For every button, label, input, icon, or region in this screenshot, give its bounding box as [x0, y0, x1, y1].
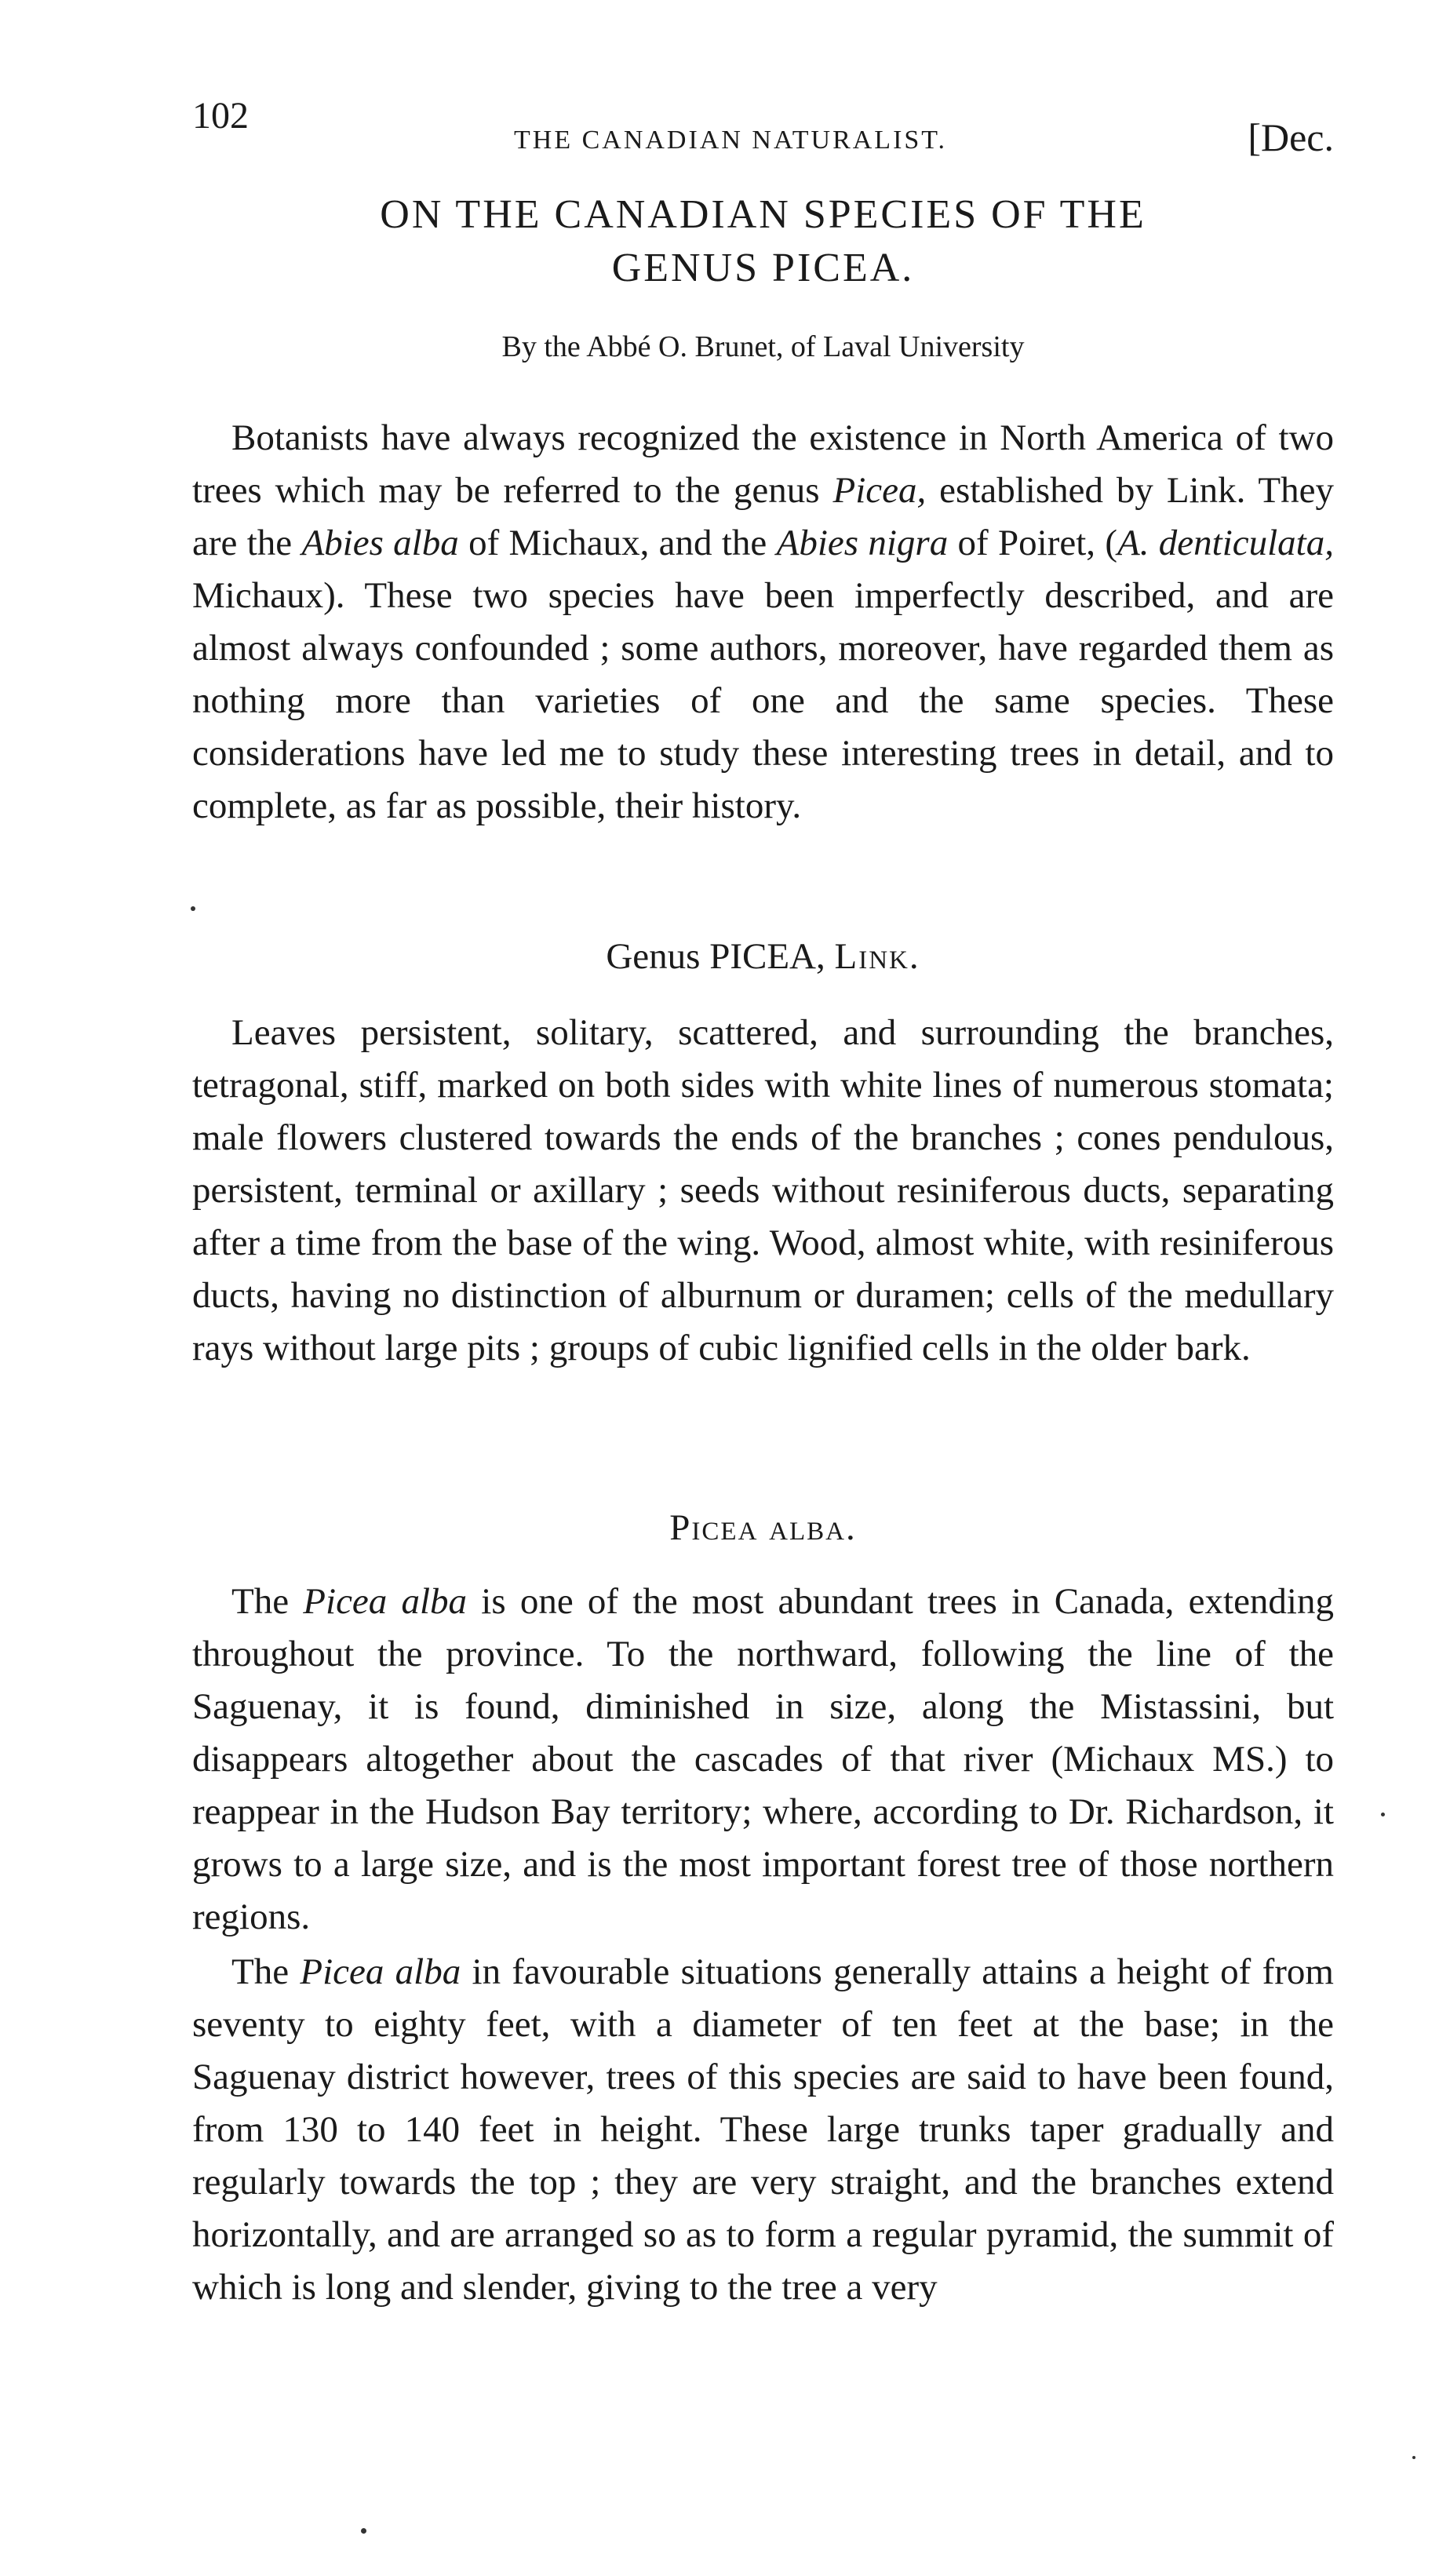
- alba-p1-text-2: is one of the most abundant trees in Canada, extending throughout the province. To the northward, following the line of the Saguenay, it is found, diminished in size, along the Mistassini, but disappears altogether about the cascades of that river (Michaux MS.) to reappear in the Hudson Bay territory; where, according to Dr. Richardson, it grows to a large size, and is the most important forest tree of those northern regions.: [192, 1581, 1334, 1937]
- intro-denticulata-italic: A. denticulata,: [1117, 523, 1334, 563]
- alba-p1-text-1: The: [231, 1581, 304, 1622]
- genus-heading-text: Genus PICEA,: [606, 936, 835, 977]
- intro-abies-nigra-italic: Abies nigra: [776, 523, 949, 563]
- intro-text-2: established by Link. They are the: [192, 470, 1335, 563]
- article-title: [192, 188, 1334, 295]
- scan-speck: [191, 906, 195, 911]
- picea-alba-paragraph-2: [192, 1946, 1334, 2314]
- picea-alba-paragraph-1: [192, 1576, 1334, 1944]
- alba-p2-italic: Picea alba: [300, 1951, 461, 1992]
- intro-text-4: of Poiret, (: [948, 523, 1117, 563]
- intro-abies-alba-italic: Abies alba: [301, 523, 459, 563]
- alba-p1-italic: Picea alba: [303, 1581, 468, 1622]
- running-title: THE CANADIAN NATURALIST.: [514, 126, 948, 155]
- intro-text-5: Michaux). These two species have been imperfectly described, and are almost always confounded ; some authors, moreover, have regarded them as nothing more than varieties of one and the same species. These considerations have led me to study these interesting trees in detail, and to complete, as far as possible, their history.: [192, 575, 1334, 826]
- picea-alba-heading: Picea alba.: [669, 1507, 857, 1548]
- intro-text-3: of Michaux, and the: [458, 523, 777, 563]
- byline: By the Abbé O. Brunet, of Laval University: [501, 330, 1025, 363]
- scan-speck: [1412, 2456, 1415, 2459]
- scan-speck: [361, 2528, 366, 2534]
- genus-description: Leaves persistent, solitary, scattered, and surrounding the branches, tetragonal, stiff, marked on both sides with white lines of numerous stomata; male flowers clustered towards the ends of the branches ; cones pendulous, persistent, terminal or axillary ; seeds without resiniferous ducts, separating after a time from the base of the wing. Wood, almost white, with resiniferous ducts, having no distinction of alburnum or duramen; cells of the medullary rays without large pits ; groups of cubic lignified cells in the older bark.: [192, 1012, 1334, 1368]
- page-number: 102: [192, 95, 249, 137]
- running-month: [Dec.: [1248, 115, 1334, 159]
- intro-text-1: Botanists have always recognized the existence in North America of two trees which may be referred to the genus: [192, 417, 1334, 511]
- running-header: [192, 94, 1334, 165]
- intro-genus-italic: Picea,: [832, 470, 927, 511]
- alba-p2-text-2: in favourable situations generally attains a height of from seventy to eighty feet, with a diameter of ten feet at the base; in the Saguenay district however, trees of this species are said to have been found, from 130 to 140 feet in height. These large trunks taper gradually and regularly towards the top ; they are very straight, and the branches extend horizontally, and are arranged so as to form a regular pyramid, the summit of which is long and slender, giving to the tree a very: [192, 1951, 1334, 2308]
- article-title-line-1: ON THE CANADIAN SPECIES OF THE: [380, 192, 1146, 237]
- intro-paragraph: [192, 412, 1334, 833]
- genus-heading-author: Link.: [834, 936, 920, 977]
- genus-heading: [192, 935, 1334, 978]
- scan-speck: [1381, 1813, 1385, 1816]
- article-title-line-2: GENUS PICEA.: [611, 246, 915, 290]
- alba-p2-text-1: The: [231, 1951, 301, 1992]
